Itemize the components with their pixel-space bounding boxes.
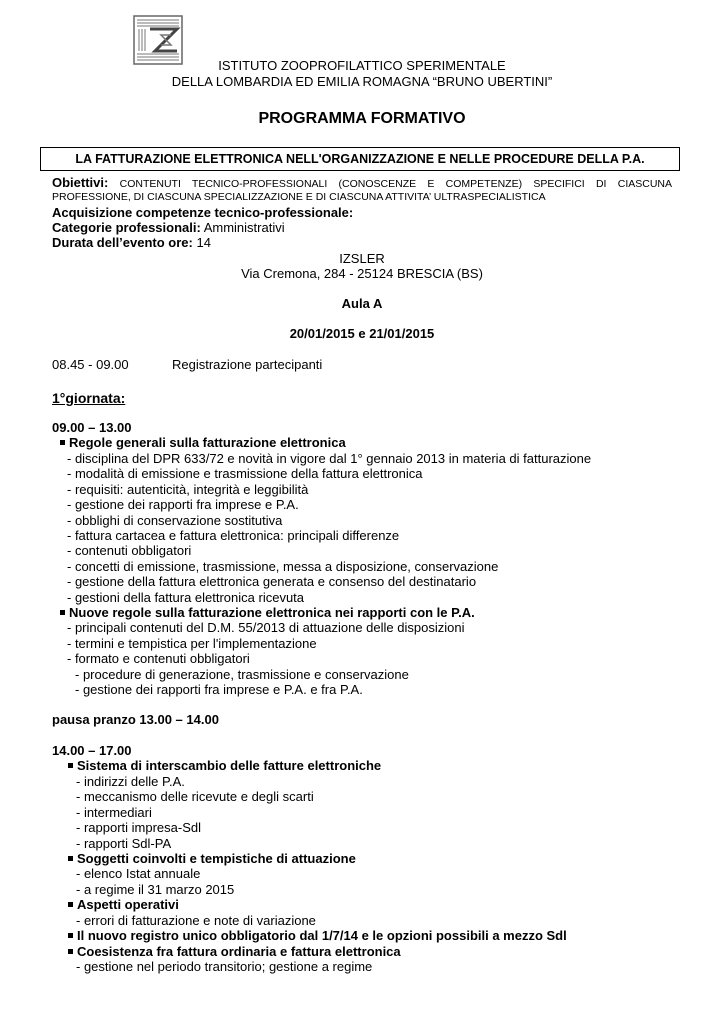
program-title: PROGRAMMA FORMATIVO: [258, 110, 466, 127]
lunch-break: pausa pranzo 13.00 – 14.00: [52, 712, 219, 727]
morning-time: 09.00 – 13.00: [52, 420, 132, 435]
list-item: - requisiti: autenticità, integrità e leggibilità: [67, 482, 309, 497]
location-address: Via Cremona, 284 - 25124 BRESCIA (BS): [241, 266, 483, 281]
list-item: - principali contenuti del D.M. 55/2013 di attuazione delle disposizioni: [67, 620, 465, 635]
bullet-marker: [68, 856, 73, 861]
course-title-box: LA FATTURAZIONE ELETTRONICA NELL'ORGANIZZAZIONE E NELLE PROCEDURE DELLA P.A.: [40, 147, 680, 171]
list-item: - gestione dei rapporti fra imprese e P.A.: [67, 497, 299, 512]
list-item: - indirizzi delle P.A.: [76, 774, 185, 789]
section-title: Sistema di interscambio delle fatture elettroniche: [77, 758, 382, 773]
list-item: - contenuti obbligatori: [67, 543, 192, 558]
list-item: - intermediari: [76, 805, 152, 820]
section-heading: [68, 944, 401, 959]
list-item: - procedure di generazione, trasmissione e conservazione: [75, 667, 409, 682]
bullet-marker: [60, 610, 65, 615]
event-dates: 20/01/2015 e 21/01/2015: [289, 326, 435, 341]
institute-name-line-2: DELLA LOMBARDIA ED EMILIA ROMAGNA “BRUNO UBERTINI”: [171, 74, 553, 89]
section-title: Regole generali sulla fatturazione elettronica: [69, 435, 346, 450]
day-title: 1°giornata:: [52, 390, 126, 406]
location-name: IZSLER: [339, 251, 385, 266]
list-item: - gestione dei rapporti fra imprese e P.A. e fra P.A.: [75, 682, 363, 697]
list-item: - concetti di emissione, trasmissione, messa a disposizione, conservazione: [67, 559, 499, 574]
list-item: - rapporti impresa-Sdl: [76, 820, 201, 835]
objectives-text: CONTENUTI TECNICO-PROFESSIONALI (CONOSCENZE E COMPETENZE) SPECIFICI DI CIASCUNA PROFESSIONE, DI CIASCUNA SPECIALIZZAZIONE E DI CIASCUNA ATTIVITA’ ULTRASPECIALISTICA: [52, 178, 672, 203]
list-item: - formato e contenuti obbligatori: [67, 651, 250, 666]
list-item: - termini e tempistica per l'implementazione: [67, 636, 317, 651]
section-heading: [60, 435, 346, 450]
list-item: - disciplina del DPR 633/72 e novità in vigore dal 1° gennaio 2013 in materia di fatturazione: [67, 451, 592, 466]
institute-name-line-1: ISTITUTO ZOOPROFILATTICO SPERIMENTALE: [218, 58, 506, 73]
registration-time: 08.45 - 09.00: [52, 357, 129, 372]
list-item: - elenco Istat annuale: [76, 866, 201, 881]
professional-categories: [52, 220, 285, 236]
bullet-marker: [60, 440, 65, 445]
list-item: - obblighi di conservazione sostitutiva: [67, 513, 283, 528]
objectives: [52, 177, 672, 203]
duration-label: Durata dell’evento ore:: [52, 235, 193, 250]
duration-value: 14: [192, 235, 211, 250]
objectives-label: Obiettivi:: [52, 175, 109, 190]
section-title: Soggetti coinvolti e tempistiche di attuazione: [77, 851, 356, 866]
section-heading: [60, 605, 475, 620]
list-item: - gestioni della fattura elettronica ricevuta: [67, 590, 305, 605]
categories-value: Amministrativi: [200, 220, 285, 235]
bullet-marker: [68, 763, 73, 768]
section-title: Il nuovo registro unico obbligatorio dal 1/7/14 e le opzioni possibili a mezzo Sdl: [77, 928, 567, 943]
registration-label: Registrazione partecipanti: [172, 357, 323, 372]
afternoon-time: 14.00 – 17.00: [52, 743, 132, 758]
list-item: - rapporti Sdl-PA: [76, 836, 172, 851]
section-heading: [68, 758, 381, 773]
bullet-marker: [68, 949, 73, 954]
list-item: - a regime il 31 marzo 2015: [76, 882, 235, 897]
list-item: - meccanismo delle ricevute e degli scarti: [76, 789, 314, 804]
section-heading: [68, 928, 567, 943]
section-title: Nuove regole sulla fatturazione elettronica nei rapporti con le P.A.: [69, 605, 475, 620]
room: Aula A: [341, 296, 383, 311]
bullet-marker: [68, 902, 73, 907]
acquisition-competences: Acquisizione competenze tecnico-professionale:: [52, 205, 354, 220]
list-item: - errori di fatturazione e note di variazione: [76, 913, 316, 928]
section-title: Coesistenza fra fattura ordinaria e fattura elettronica: [77, 944, 401, 959]
bullet-marker: [68, 933, 73, 938]
list-item: - gestione della fattura elettronica generata e consenso del destinatario: [67, 574, 477, 589]
list-item: - modalità di emissione e trasmissione della fattura elettronica: [67, 466, 423, 481]
list-item: - fattura cartacea e fattura elettronica: principali differenze: [67, 528, 400, 543]
section-heading: [68, 851, 356, 866]
list-item: - gestione nel periodo transitorio; gestione a regime: [76, 959, 373, 974]
event-duration: [52, 235, 211, 251]
categories-label: Categorie professionali:: [52, 220, 201, 235]
section-title: Aspetti operativi: [77, 897, 179, 912]
section-heading: [68, 897, 179, 912]
